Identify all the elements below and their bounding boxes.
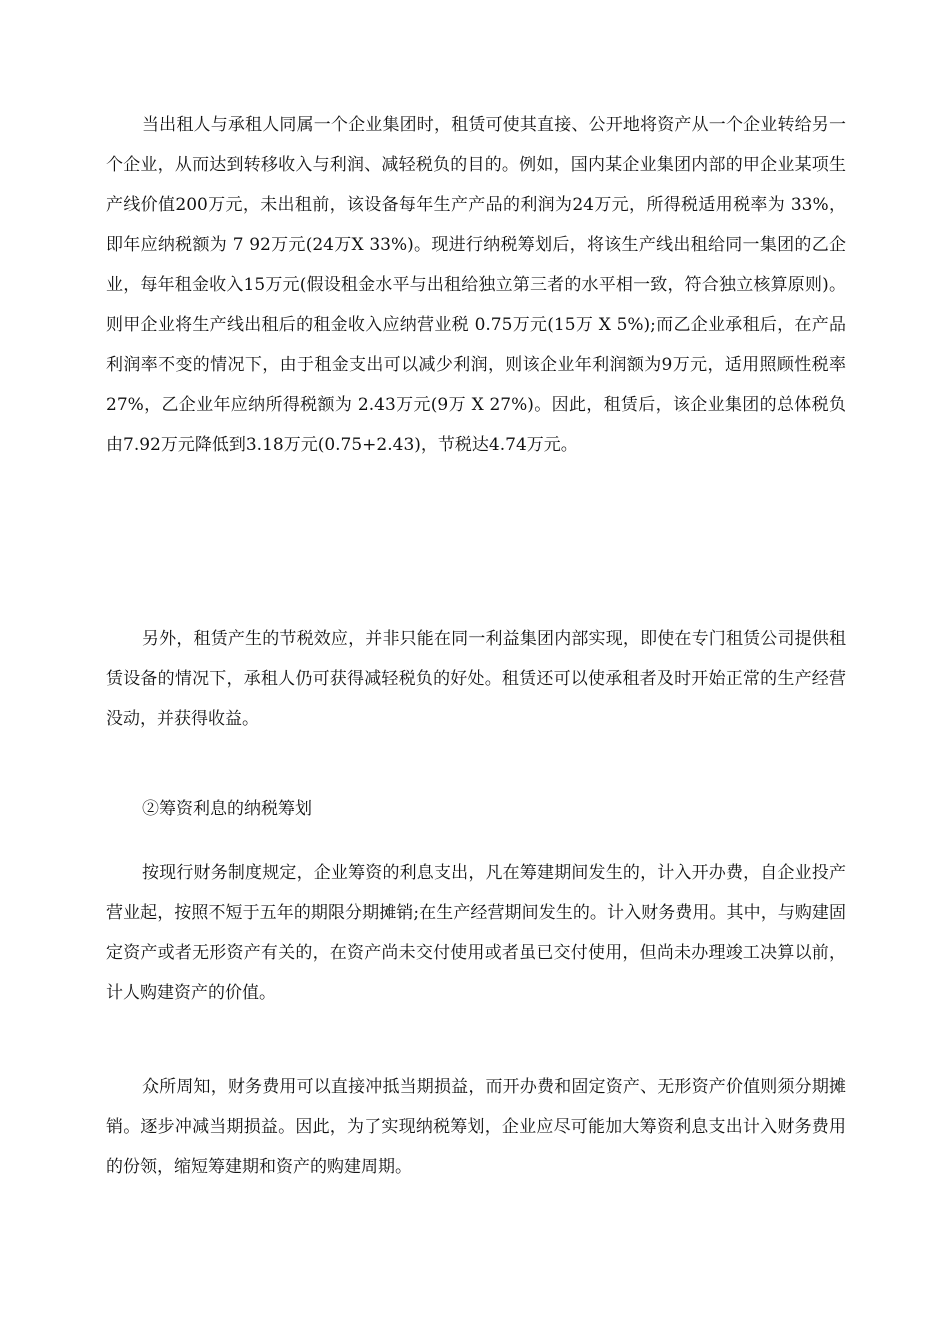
paragraph-financial-expense: 众所周知，财务费用可以直接冲抵当期损益，而开办费和固定资产、无形资产价值则须分期摊销。逐步冲减当期损益。因此，为了实现纳税筹划，企业应尽可能加大筹资利息支出计入财务费用的份领，缩短筹建期和资产的购建周期。 — [106, 1077, 846, 1177]
paragraph-lease-tax-effect: 另外，租赁产生的节税效应，并非只能在同一利益集团内部实现，即使在专门租赁公司提供租赁设备的情况下，承租人仍可获得减轻税负的好处。租赁还可以使承租者及时开始正常的生产经营没动，并获得收益。 — [106, 629, 846, 729]
paragraph-financing-rules: 按现行财务制度规定，企业筹资的利息支出，凡在筹建期间发生的，计入开办费，自企业投产营业起，按照不短于五年的期限分期摊销;在生产经营期间发生的。计入财务费用。其中，与购建固定资产或者无形资产有关的，在资产尚未交付使用或者虽已交付使用，但尚未办理竣工决算以前，计人购建资产的价值。 — [106, 863, 846, 1003]
section-heading-financing-interest: ②筹资利息的纳税筹划 — [142, 799, 312, 819]
paragraph-lease-tax-example: 当出租人与承租人同属一个企业集团时，租赁可使其直接、公开地将资产从一个企业转给另一个企业，从而达到转移收入与利润、减轻税负的目的。例如，国内某企业集团内部的甲企业某项生产线价值200万元，未出租前，该设备每年生产产品的利润为24万元，所得税适用税率为 33%，即年应纳税额为 7 92万元(24万X 33%)。现进行纳税筹划后，将该生产线出租给同一集团的乙企业，每年租金收入15万元(假设租金水平与出租给独立第三者的水平相一致，符合独立核算原则)。则甲企业将生产线出租后的租金收入应纳营业税 0.75万元(15万 X 5%);而乙企业承租后，在产品利润率不变的情况下，由于租金支出可以减少利润，则该企业年利润额为9万元，适用照顾性税率27%，乙企业年应纳所得税额为 2.43万元(9万 X 27%)。因此，租赁后，该企业集团的总体税负由7.92万元降低到3.18万元(0.75+2.43)，节税达4.74万元。 — [106, 115, 846, 455]
